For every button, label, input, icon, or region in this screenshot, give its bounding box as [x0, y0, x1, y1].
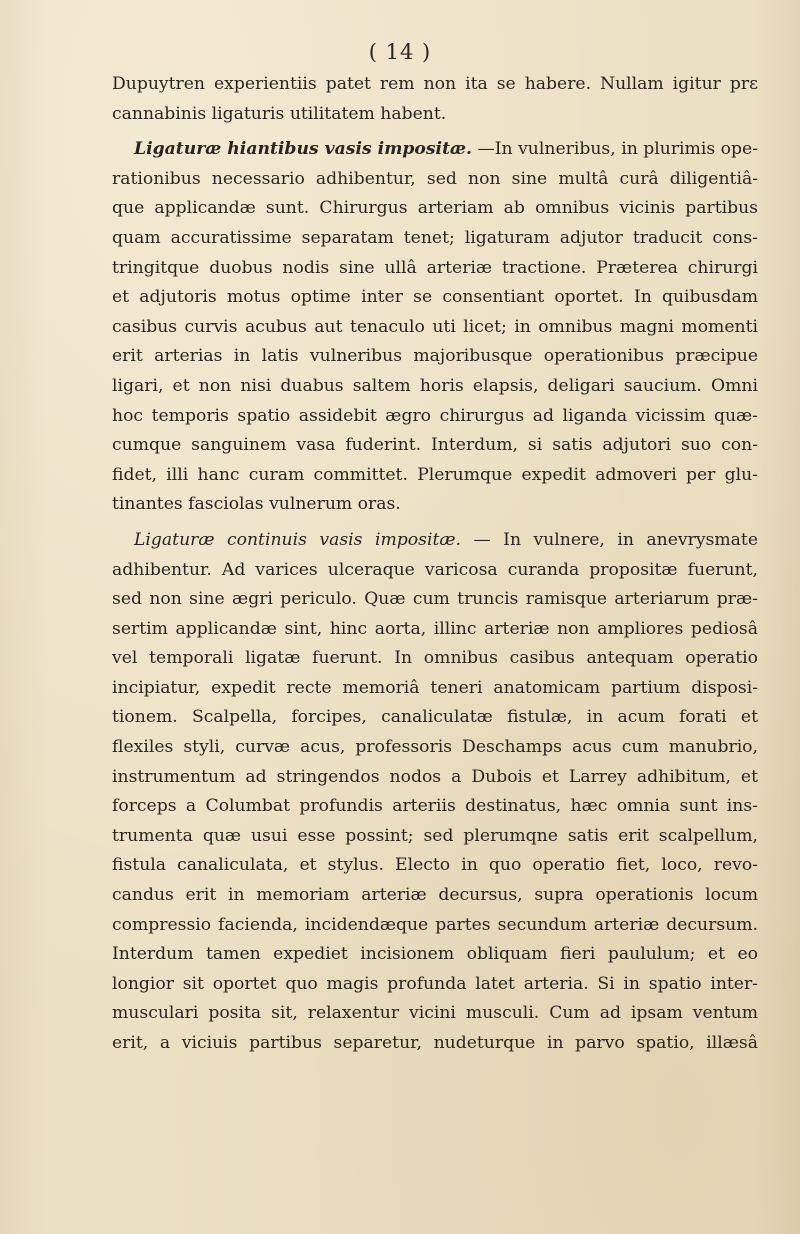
text-line: Dupuytren experientiis patet rem non ita se habere. Nullam igitur prɛ: [112, 74, 758, 94]
text-line: forceps a Columbat profundis arteriis destinatus, hæc omnia sunt ins-: [112, 796, 758, 817]
text-line: rationibus necessario adhibentur, sed non sine multâ curâ diligentiâ-: [112, 168, 758, 189]
text-line: ligari, et non nisi duabus saltem horis elapsis, deligari saucium. Omni: [112, 375, 758, 396]
text-line: sed non sine ægri periculo. Quæ cum truncis ramisque arteriarum præ-: [112, 589, 758, 610]
paragraph-first-line: [112, 526, 758, 556]
section-heading: Ligaturæ hiantibus vasis impositæ.: [134, 139, 473, 160]
text-line: incipiatur, expedit recte memoriâ teneri anatomicam partium disposi-: [112, 677, 758, 698]
text-line: tinantes fasciolas vulnerum oras.: [112, 494, 401, 515]
text-line: instrumentum ad stringendos nodos a Dubois et Larrey adhibitum, et: [112, 766, 758, 787]
text-line: musculari posita sit, relaxentur vicini musculi. Cum ad ipsam ventum: [112, 1003, 758, 1024]
paragraph-2: [112, 135, 758, 520]
text-line: trumenta quæ usui esse possint; sed plerumqne satis erit scalpellum,: [112, 825, 758, 846]
section-heading: Ligaturæ continuis vasis impositæ.: [134, 529, 461, 550]
text-line: que applicandæ sunt. Chirurgus arteriam ab omnibus vicinis partibus: [112, 198, 758, 219]
paragraph-1: [112, 70, 758, 129]
text-run: — In vulnere, in anevrysmate: [473, 529, 758, 550]
text-line: cumque sanguinem vasa fuderint. Interdum, si satis adjutori suo con-: [112, 435, 758, 456]
text-line: quam accuratissime separatam tenet; ligaturam adjutor traducit cons-: [112, 227, 758, 248]
text-line: flexiles styli, curvæ acus, professoris Deschamps acus cum manubrio,: [112, 737, 758, 758]
text-line: erit, a viciuis partibus separetur, nudeturque in parvo spatio, illæsâ: [112, 1033, 758, 1053]
text-line: fidet, illi hanc curam committet. Plerumque expedit admoveri per glu-: [112, 464, 758, 485]
text-run: —In vulneribus, in plurimis ope-: [477, 139, 758, 160]
text-line: sertim applicandæ sint, hinc aorta, illinc arteriæ non ampliores pediosâ: [112, 618, 758, 639]
text-line: adhibentur. Ad varices ulceraque varicosa curanda propositæ fuerunt,: [112, 559, 758, 580]
paragraph-3: [112, 526, 758, 1059]
text-line: tionem. Scalpella, forcipes, canaliculatæ fistulæ, in acum forati et: [112, 707, 758, 728]
text-line: hoc temporis spatio assidebit ægro chirurgus ad liganda vicissim quæ-: [112, 405, 758, 426]
text-line: candus erit in memoriam arteriæ decursus, supra operationis locum: [112, 885, 758, 906]
text-line: vel temporali ligatæ fuerunt. In omnibus casibus antequam operatio: [112, 648, 758, 669]
text-line: casibus curvis acubus aut tenaculo uti licet; in omnibus magni momenti: [112, 316, 758, 337]
page-number: ( 14 ): [368, 40, 432, 64]
text-line: et adjutoris motus optime inter se consentiant oportet. In quibusdam: [112, 287, 758, 308]
text-line: compressio facienda, incidendæque partes secundum arteriæ decursum.: [112, 914, 758, 935]
paragraph-first-line: [112, 135, 758, 165]
text-line: tringitque duobus nodis sine ullâ arteriæ tractione. Præterea chirurgi: [112, 257, 758, 278]
text-line: Interdum tamen expediet incisionem obliquam fieri paululum; et eo: [112, 944, 758, 965]
text-line: fistula canaliculata, et stylus. Electo in quo operatio fiet, loco, revo-: [112, 855, 758, 876]
body-text: [112, 70, 758, 1059]
text-line: longior sit oportet quo magis profunda latet arteria. Si in spatio inter-: [112, 973, 758, 994]
text-line: erit arterias in latis vulneribus majoribusque operationibus præcipue: [112, 346, 758, 367]
text-line: cannabinis ligaturis utilitatem habent.: [112, 103, 447, 124]
